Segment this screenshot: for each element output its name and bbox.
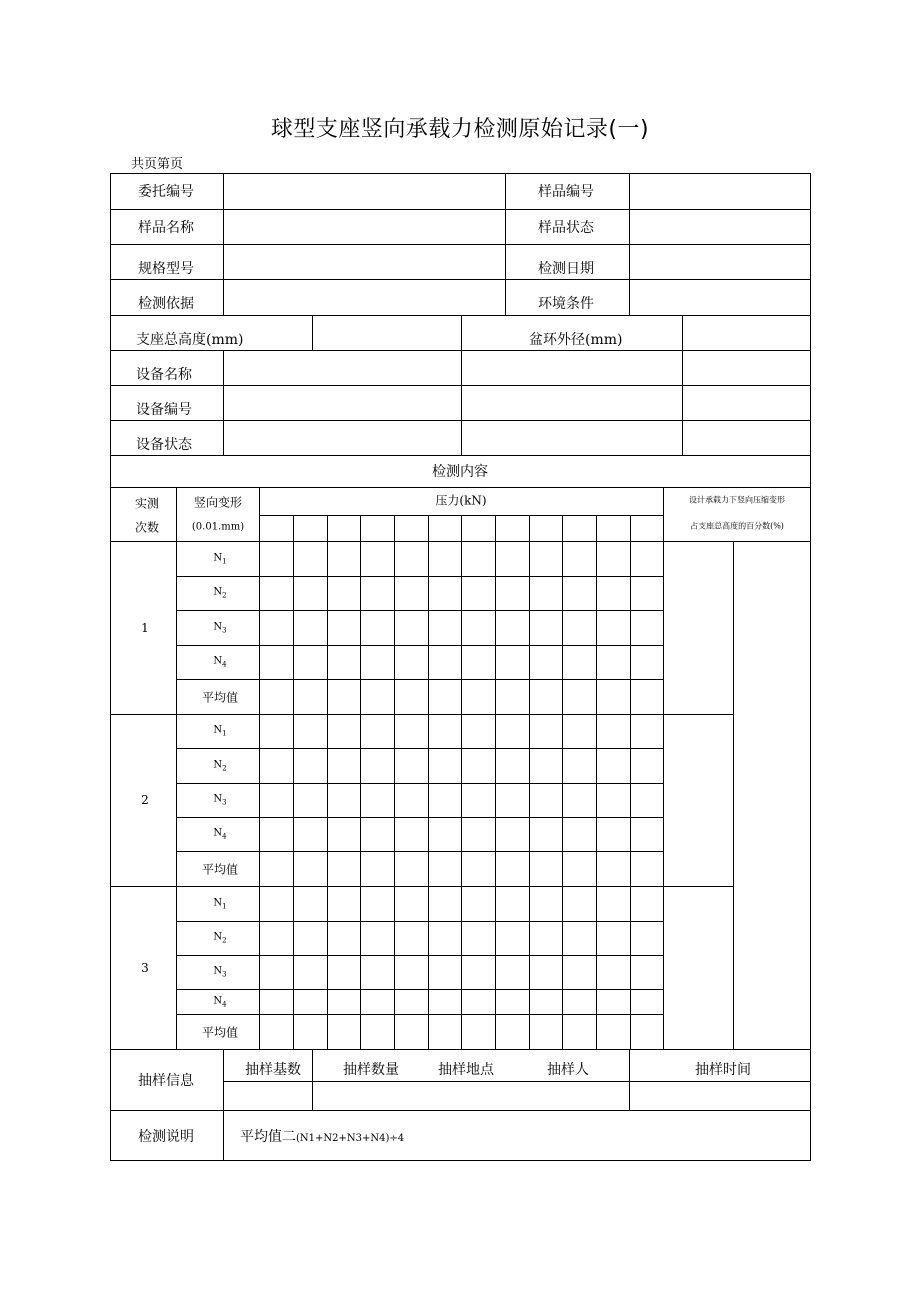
trial-number: 2 (141, 793, 149, 807)
label-equipment-name: 设备名称 (136, 367, 192, 383)
col-deform-line2: (0.01.mm) (191, 521, 245, 533)
deform-row-label: $N_1$ (213, 724, 227, 738)
deform-row-label: $N_1$ (213, 552, 227, 566)
page-title: 球型支座竖向承载力检测原始记录(一) (270, 117, 650, 142)
deform-row-label: $N_3$ (213, 965, 227, 979)
label-sample-name: 样品名称 (138, 220, 194, 236)
trial-number: 1 (141, 621, 149, 635)
sampling-base-count: 抽样基数 (245, 1062, 301, 1078)
deform-row-label: $N_2$ (213, 931, 227, 945)
sampling-person: 抽样人 (547, 1062, 589, 1078)
col-trial-line2: 次数 (134, 520, 160, 535)
data-row-lines (176, 577, 663, 1015)
sampling-label: 抽样信息 (138, 1073, 194, 1089)
average-label: 平均值 (201, 862, 239, 877)
label-test-date: 检测日期 (538, 261, 594, 277)
label-equipment-state: 设备状态 (136, 437, 192, 453)
label-entrust-no: 委托编号 (138, 184, 194, 200)
label-env-conditions: 环境条件 (538, 296, 594, 312)
label-spec-model: 规格型号 (138, 261, 194, 277)
notes-text: 平均值二(N1+N2+N3+N4)÷4 (240, 1129, 405, 1145)
label-sample-state: 样品状态 (538, 220, 594, 236)
page-info: 共页第页 (131, 157, 184, 172)
label-sample-no: 样品编号 (538, 184, 594, 200)
average-label: 平均值 (201, 690, 239, 705)
col-percent-line2: 占支座总高度的百分数(%) (690, 521, 784, 531)
label-total-height: 支座总高度(mm) (136, 332, 244, 348)
col-percent-line1: 设计承载力下竖向压缩变形 (689, 495, 785, 505)
sampling-quantity: 抽样数量 (343, 1062, 399, 1078)
label-equipment-no: 设备编号 (136, 402, 192, 418)
deform-row-label: $N_3$ (213, 793, 227, 807)
notes-label: 检测说明 (138, 1129, 194, 1145)
col-pressure: 压力(kN) (435, 493, 487, 508)
sampling-location: 抽样地点 (438, 1062, 494, 1078)
deform-row-label: $N_3$ (213, 621, 227, 635)
deform-row-label: $N_2$ (213, 759, 227, 773)
deform-row-label: $N_2$ (213, 586, 227, 600)
content-title: 检测内容 (432, 464, 488, 480)
deform-row-label: $N_4$ (213, 995, 227, 1009)
col-trial-line1: 实测 (134, 496, 160, 511)
sampling-time: 抽样时间 (695, 1062, 751, 1078)
label-test-basis: 检测依据 (138, 296, 194, 312)
pressure-columns (294, 515, 631, 1049)
col-deform-line1: 竖向变形 (193, 495, 243, 510)
deform-row-label: $N_4$ (213, 827, 227, 841)
label-ring-diameter: 盆环外径(mm) (529, 332, 623, 348)
trial-number: 3 (141, 961, 149, 975)
deform-row-label: $N_1$ (213, 897, 227, 911)
average-label: 平均值 (201, 1025, 239, 1040)
deform-row-label: $N_4$ (213, 655, 227, 669)
